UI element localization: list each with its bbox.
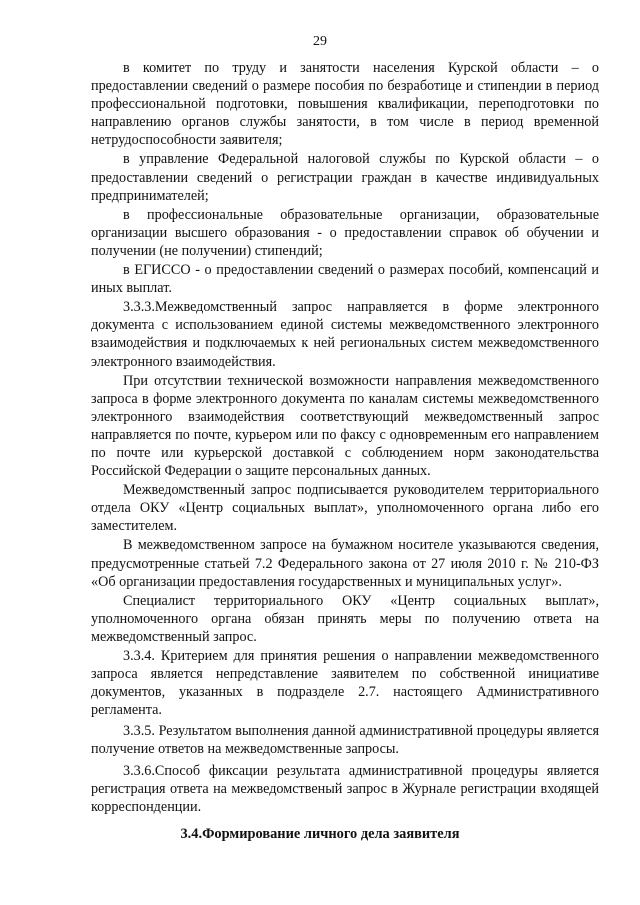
- paragraph-3-3-5: 3.3.5. Результатом выполнения данной административной процедуры является получение ответов на межведомственные запросы.: [91, 723, 599, 758]
- paragraph-request-signature: Межведомственный запрос подписывается руководителем территориального отдела ОКУ «Центр социальных выплат», уполномоченного органа либо его заместителем.: [91, 482, 599, 535]
- paragraph-no-technical-possibility: При отсутствии технической возможности направления межведомственного запроса в форме электронного документа по каналам системы межведомственного электронного взаимодействия соответствующий межведомственный запрос направляется по почте, курьером или по факсу с одновременным его направлением по почте или курьерской доставкой с соблюдением норм законодательства Российской Федерации о защите персональных данных.: [91, 372, 599, 480]
- paragraph-3-3-3: 3.3.3.Межведомственный запрос направляется в форме электронного документа с использованием единой системы межведомственного электронного взаимодействия и подключаемых к ней региональных систем межведомственного электронного взаимодействия.: [91, 299, 599, 370]
- paragraph-3-3-6: 3.3.6.Способ фиксации результата административной процедуры является регистрация ответа на межведомственый запрос в Журнале регистрации входящей корреспонденции.: [91, 762, 599, 815]
- document-body: [91, 59, 599, 817]
- section-heading: 3.4.Формирование личного дела заявителя: [180, 826, 460, 842]
- paragraph-tax-service: в управление Федеральной налоговой службы по Курской области – о предоставлении сведений о регистрации граждан в качестве индивидуальных предпринимателей;: [91, 151, 599, 204]
- paragraph-employment-committee: в комитет по труду и занятости населения Курской области – о предоставлении сведений о размере пособия по безработице и стипендии в период профессиональной подготовки, повышения квалификации, переподготовки по направлению органов службы занятости, в том числе в период временной нетрудоспособности заявителя;: [91, 60, 599, 149]
- paragraph-educational-organizations: в профессиональные образовательные организации, образовательные организации высшего образования - о предоставлении справок об обучении и получении (не получении) стипендий;: [91, 206, 599, 259]
- paragraph-3-3-4: 3.3.4. Критерием для принятия решения о направлении межведомственного запроса является непредставление заявителем по собственной инициативе документов, указанных в подразделе 2.7. настоящего Административного регламента.: [91, 648, 599, 719]
- paragraph-egisso: в ЕГИССО - о предоставлении сведений о размерах пособий, компенсаций и иных выплат.: [91, 262, 599, 297]
- page-number: 29: [313, 34, 327, 49]
- paragraph-specialist-duty: Специалист территориального ОКУ «Центр социальных выплат», уполномоченного органа обязан принять меры по получению ответа на межведомственный запрос.: [91, 592, 599, 645]
- paragraph-paper-request: В межведомственном запросе на бумажном носителе указываются сведения, предусмотренные статьей 7.2 Федерального закона от 27 июля 2010 г. № 210-ФЗ «Об организации предоставления государственных и муниципальных услуг».: [91, 537, 599, 590]
